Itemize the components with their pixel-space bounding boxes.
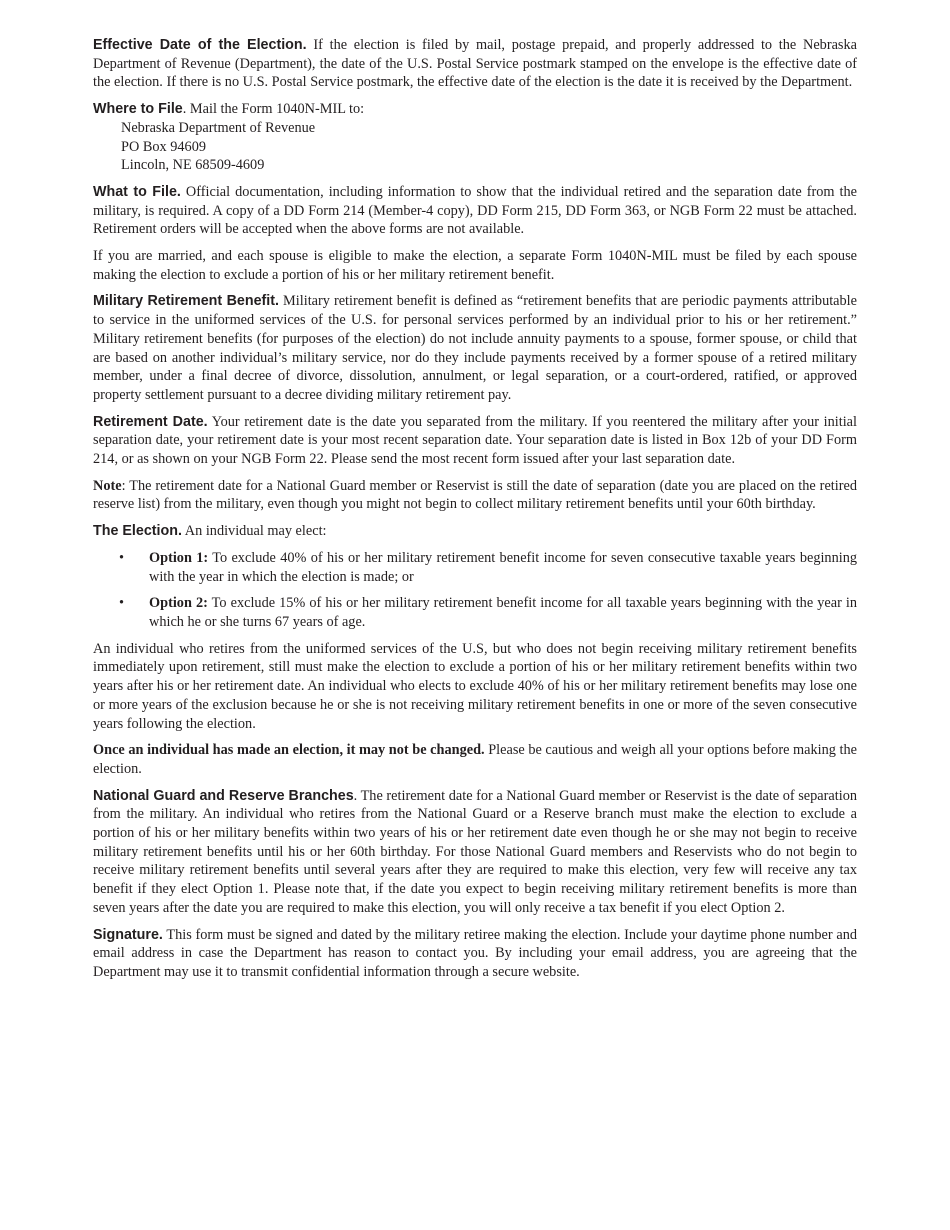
signature-text: This form must be signed and dated by the military retiree making the election. Include your daytime phone number and email address in case the Department has reason to contact you. By including your email address, you are agreeing that the Department may use it to transmit confidential information through a secure website. bbox=[93, 926, 857, 980]
military-retirement-benefit-section bbox=[93, 292, 857, 404]
once-made-bold: Once an individual has made an election, it may not be changed. bbox=[93, 742, 485, 759]
note-label: Note bbox=[93, 477, 122, 494]
married-paragraph: If you are married, and each spouse is eligible to make the election, a separate Form 1040N-MIL must be filed by each spouse making the election to exclude a portion of his or her military retirement benefit. bbox=[93, 248, 857, 283]
where-to-file-text: . Mail the Form 1040N-MIL to: bbox=[182, 101, 365, 118]
military-retirement-benefit-heading: Military Retirement Benefit. bbox=[93, 293, 280, 310]
address-line: Nebraska Department of Revenue bbox=[121, 119, 316, 136]
national-guard-section bbox=[93, 787, 857, 918]
option-text: To exclude 15% of his or her military retirement benefit income for all taxable years beginning with the year in which he or she turns 67 years of age. bbox=[149, 595, 858, 630]
what-to-file-section bbox=[93, 183, 857, 239]
signature-heading: Signature. bbox=[93, 926, 163, 943]
what-to-file-heading: What to File. bbox=[93, 183, 181, 200]
retirement-date-section bbox=[93, 413, 857, 469]
note-section bbox=[93, 477, 857, 514]
once-made-paragraph bbox=[93, 741, 857, 778]
option-label: Option 1: bbox=[149, 549, 209, 566]
effective-date-heading: Effective Date of the Election. bbox=[93, 37, 307, 53]
option-text: To exclude 40% of his or her military retirement benefit income for seven consecutive taxable years beginning with the year in which the election is made; or bbox=[149, 549, 858, 585]
military-retirement-benefit-text: Military retirement benefit is defined as “retirement benefits that are periodic payments attributable to service in the uniformed services of the U.S. for personal services performed by an individual prior to his or her retirement.” Military retirement benefits (for purposes of the election) do not include annuity payments to a spouse, former spouse, or child that are based on another individual’s military service, nor do they include payments received by a former spouse of a retired military member, under a final decree of divorce, dissolution, annulment, or legal separation, or a court-ordered, ratified, or approved property settlement pursuant to a decree dividing military retirement pay. bbox=[93, 293, 857, 403]
election-text: An individual may elect: bbox=[181, 523, 327, 540]
once-made-text: Please be cautious and weigh all your options before making the election. bbox=[93, 742, 857, 777]
retiree-paragraph: An individual who retires from the uniformed services of the U.S, but who does not begin receiving military retirement benefits immediately upon retirement, still must make the election to exclude a portion of his or her military retirement benefits within two years after his or her retirement date. An individual who elects to exclude 40% of his or her military retirement benefits may lose one or more years of the exclusion because he or she is not receiving military retirement benefits in one or more of the seven consecutive years following the election. bbox=[93, 640, 857, 732]
election-heading: The Election. bbox=[93, 523, 182, 540]
effective-date-text: If the election is filed by mail, postage prepaid, and properly addressed to the Nebraska Department of Revenue (Department), the date of the U.S. Postal Service postmark stamped on the envelope is the effective date of the election. If there is no U.S. Postal Service postmark, the effective date of the election is the date it is received by the Department. bbox=[93, 37, 857, 91]
option-label: Option 2: bbox=[149, 595, 208, 612]
mailing-address bbox=[121, 119, 857, 175]
address-line: Lincoln, NE 68509-4609 bbox=[121, 157, 265, 174]
national-guard-text: . The retirement date for a National Guard member or Reservist is the date of separation from the military. An individual who retires from the National Guard or a Reserve branch must make the election to exclude a portion of his or her military benefits within two years of his or her retirement date even though he or she may not begin to receive military retirement benefits until his or her 60th birthday. For those National Guard members and Reservists who do not begin to receive military retirement benefits until several years after they are required to make this election, very few will receive any tax benefit if they elect Option 1. Please note that, if the date you expect to begin receiving military retirement benefits is more than seven years after the date you are required to make this election, you will only receive a tax benefit if you elect Option 2. bbox=[93, 787, 857, 916]
retirement-date-text: Your retirement date is the date you separated from the military. If you reentered the military after your initial separation date, your retirement date is your most recent separation date. Your separation date is listed in Box 12b of your DD Form 214, or as shown on your NGB Form 22. Please send the most recent form issued after your last separation date. bbox=[93, 413, 857, 468]
what-to-file-text: Official documentation, including information to show that the individual retired and the separation date from the military, is required. A copy of a DD Form 214 (Member-4 copy), DD Form 215, DD Form 363, or NGB Form 22 must be attached. Retirement orders will be accepted when the above forms are not available. bbox=[93, 183, 857, 238]
address-line: PO Box 94609 bbox=[121, 138, 206, 155]
effective-date-section bbox=[93, 36, 857, 92]
signature-section bbox=[93, 926, 857, 982]
election-section bbox=[93, 522, 857, 541]
where-to-file-section bbox=[93, 100, 857, 119]
list-item bbox=[93, 549, 857, 586]
list-item bbox=[93, 594, 857, 631]
retirement-date-heading: Retirement Date. bbox=[93, 413, 208, 430]
election-options-list bbox=[93, 549, 857, 632]
bullet: • bbox=[119, 549, 125, 566]
national-guard-heading: National Guard and Reserve Branches bbox=[93, 787, 354, 804]
where-to-file-heading: Where to File bbox=[93, 101, 183, 118]
bullet: • bbox=[119, 595, 125, 612]
note-text: : The retirement date for a National Guard member or Reservist is still the date of separation (date you are placed on the retired reserve list) from the military, even though you might not begin to collect military retirement benefits until your 60th birthday. bbox=[93, 477, 857, 513]
